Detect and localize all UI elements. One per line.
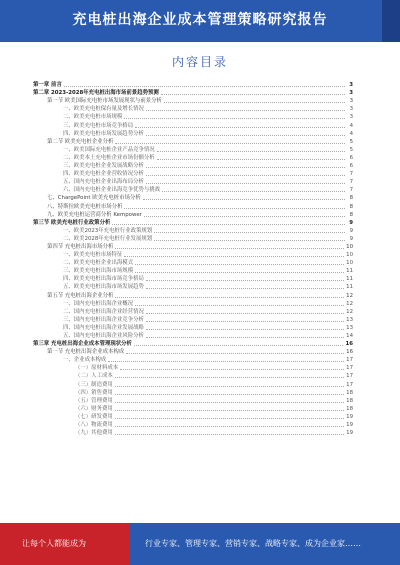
- toc-entry[interactable]: [33, 259, 353, 267]
- toc-entry-page: 11: [346, 284, 353, 291]
- toc-entry-page: 10: [346, 260, 353, 267]
- toc-entry-label: 四、国内充电桩出海企业发展战略: [63, 324, 144, 331]
- toc-entry-label: 六、国内充电桩企业出海竞争优势与挑战: [63, 187, 161, 194]
- toc-entry-label: （二）人工成本: [75, 373, 113, 380]
- toc-entry-label: 五、国内充电桩出海企业风险分析: [63, 333, 144, 339]
- toc-entry[interactable]: [33, 283, 353, 291]
- toc-entry-page: 6: [349, 154, 353, 161]
- toc-leader-dots: [146, 336, 344, 338]
- toc-entry-page: 7: [349, 179, 353, 186]
- toc-entry[interactable]: [33, 413, 353, 421]
- toc-entry-label: 第四节 充电桩出海市场分析: [47, 243, 114, 250]
- toc-entry-label: 九、欧美充电桩运营商分析 Kempower: [47, 211, 142, 218]
- toc-entry-page: 4: [349, 122, 353, 129]
- toc-leader-dots: [162, 190, 345, 192]
- toc-entry-label: 四、欧美充电桩市场发展趋势分析: [63, 130, 144, 137]
- toc-entry-page: 5: [349, 138, 353, 145]
- toc-entry[interactable]: [33, 275, 353, 283]
- toc-entry-page: 13: [346, 316, 353, 323]
- toc-leader-dots: [146, 287, 344, 289]
- toc-entry-label: （八）物流费用: [75, 422, 113, 429]
- toc-leader-dots: [115, 433, 344, 435]
- toc-leader-dots: [115, 296, 344, 298]
- table-of-contents: [33, 81, 353, 437]
- toc-entry-label: （九）其他费用: [75, 430, 113, 437]
- toc-leader-dots: [146, 134, 345, 136]
- toc-leader-dots: [124, 255, 344, 257]
- toc-entry-page: 11: [346, 276, 353, 283]
- toc-entry-label: 三、国内充电桩出海企业竞争分析: [63, 316, 144, 323]
- toc-entry[interactable]: [33, 324, 353, 332]
- toc-entry-label: 二、欧美充电桩企业出海模式: [63, 260, 134, 267]
- toc-entry-page: 12: [346, 300, 353, 307]
- toc-entry-page: 8: [349, 195, 353, 202]
- toc-leader-dots: [115, 142, 345, 144]
- toc-entry-page: 3: [349, 82, 353, 89]
- toc-entry-page: 5: [349, 146, 353, 153]
- toc-leader-dots: [112, 223, 345, 225]
- toc-entry[interactable]: [33, 89, 353, 97]
- toc-entry-label: 二、欧美2028年充电桩行业发展规划: [63, 235, 153, 242]
- toc-entry-page: 3: [349, 106, 353, 113]
- toc-entry[interactable]: [33, 81, 353, 89]
- toc-leader-dots: [115, 393, 344, 395]
- toc-entry-page: 6: [349, 163, 353, 170]
- toc-entry[interactable]: [33, 235, 353, 243]
- toc-entry[interactable]: [33, 227, 353, 235]
- toc-leader-dots: [115, 376, 344, 378]
- toc-entry-page: 18: [346, 405, 353, 412]
- toc-leader-dots: [115, 425, 344, 427]
- toc-leader-dots: [146, 320, 344, 322]
- footer-slogan: 让每个人都能成为: [22, 539, 86, 548]
- toc-entry[interactable]: [33, 251, 353, 259]
- toc-leader-dots: [146, 279, 344, 281]
- toc-entry[interactable]: [33, 372, 353, 380]
- toc-leader-dots: [108, 360, 344, 362]
- toc-entry-label: 七、ChargePoint 欧美充电桩市场分析: [47, 195, 141, 202]
- toc-entry-page: 7: [349, 187, 353, 194]
- toc-entry-label: 二、欧美本土充电桩企业市场份额分析: [63, 154, 155, 161]
- toc-entry-label: 五、国内充电桩企业出海布局分析: [63, 179, 144, 186]
- toc-leader-dots: [134, 344, 344, 346]
- toc-entry-page: 7: [349, 171, 353, 178]
- toc-leader-dots: [115, 247, 344, 249]
- toc-entry-page: 9: [349, 227, 353, 234]
- toc-entry-page: 8: [349, 211, 353, 218]
- toc-leader-dots: [146, 166, 345, 168]
- toc-entry[interactable]: [33, 429, 353, 437]
- toc-entry-label: 三、欧美充电桩出海市场规模: [63, 268, 134, 275]
- report-header: [0, 0, 400, 42]
- toc-entry-label: （三）制造费用: [75, 381, 113, 388]
- toc-leader-dots: [161, 93, 345, 95]
- toc-entry-label: 第二节 欧美充电桩企业分析: [47, 138, 114, 145]
- toc-entry-page: 9: [349, 219, 353, 226]
- toc-entry-label: 第一章 前言: [33, 82, 62, 89]
- toc-entry[interactable]: [33, 130, 353, 138]
- report-footer: [0, 523, 400, 565]
- toc-entry[interactable]: [33, 380, 353, 388]
- toc-leader-dots: [144, 215, 345, 217]
- toc-entry-page: 19: [346, 413, 353, 420]
- toc-entry-label: 三、欧美充电桩企业发展战略分析: [63, 163, 144, 170]
- toc-entry[interactable]: [33, 300, 353, 308]
- toc-entry-label: 四、欧美充电桩企业营收情况分析: [63, 171, 144, 178]
- toc-leader-dots: [146, 174, 345, 176]
- toc-entry-label: 第一节 充电桩出海企业成本构成: [47, 349, 125, 356]
- toc-entry-label: （五）管理费用: [75, 397, 113, 404]
- toc-entry-label: 五、欧美充电桩出海市场发展趋势: [63, 284, 144, 291]
- toc-entry-label: 二、国内充电桩出海企业经营情况: [63, 308, 144, 315]
- toc-leader-dots: [120, 368, 344, 370]
- toc-entry-label: 一、国内充电桩出海企业概况: [63, 300, 134, 307]
- toc-leader-dots: [146, 312, 344, 314]
- toc-leader-dots: [115, 417, 344, 419]
- toc-entry-page: 3: [349, 98, 353, 105]
- toc-leader-dots: [143, 198, 345, 200]
- toc-entry-page: 8: [349, 203, 353, 210]
- toc-entry-page: 17: [346, 373, 353, 380]
- toc-leader-dots: [135, 263, 344, 265]
- toc-leader-dots: [115, 401, 344, 403]
- toc-entry[interactable]: [33, 316, 353, 324]
- toc-entry[interactable]: [33, 364, 353, 372]
- toc-entry-page: 13: [346, 324, 353, 331]
- toc-entry-page: 19: [346, 422, 353, 429]
- toc-leader-dots: [154, 231, 345, 233]
- toc-leader-dots: [154, 239, 345, 241]
- toc-entry[interactable]: [33, 291, 353, 299]
- header-edge-stripe: [382, 0, 400, 42]
- toc-entry[interactable]: [33, 186, 353, 194]
- toc-heading: 内容目录: [171, 55, 228, 69]
- toc-entry[interactable]: [33, 348, 353, 356]
- toc-entry[interactable]: [33, 397, 353, 405]
- toc-leader-dots: [64, 85, 345, 87]
- toc-entry-label: 第二章 2023-2028年充电桩出海市场前景趋势预测: [33, 90, 159, 97]
- toc-leader-dots: [146, 109, 345, 111]
- toc-leader-dots: [146, 328, 344, 330]
- toc-entry-label: 第三节 欧美充电桩行业政策分析: [33, 219, 111, 226]
- toc-leader-dots: [124, 207, 345, 209]
- toc-entry-label: 第一节 欧美国际充电桩市场发展现状与前景分析: [47, 98, 162, 105]
- toc-entry-label: 一、欧美充电桩保有量及增长情况: [63, 106, 144, 113]
- toc-entry-page: 9: [349, 235, 353, 242]
- toc-entry-page: 19: [346, 430, 353, 437]
- toc-entry[interactable]: [33, 267, 353, 275]
- toc-entry-page: 10: [346, 252, 353, 259]
- toc-entry[interactable]: [33, 389, 353, 397]
- toc-entry-label: 一、欧美国际充电桩企业产品竞争情况: [63, 146, 155, 153]
- toc-entry[interactable]: [33, 121, 353, 129]
- toc-entry-label: 一、企业成本构成: [63, 357, 107, 364]
- toc-entry-page: 10: [346, 243, 353, 250]
- toc-leader-dots: [135, 126, 345, 128]
- toc-leader-dots: [115, 409, 344, 411]
- toc-leader-dots: [124, 117, 345, 119]
- toc-entry[interactable]: [33, 154, 353, 162]
- toc-entry[interactable]: [33, 194, 353, 202]
- toc-entry[interactable]: [33, 340, 353, 348]
- toc-entry-label: 四、欧美充电桩出海市场竞争格局: [63, 276, 144, 283]
- footer-roles: 行业专家、管理专家、营销专家、战略专家、成为企业家……: [145, 539, 361, 548]
- toc-entry[interactable]: [33, 332, 353, 340]
- toc-entry-label: 二、欧美充电桩市场规模: [63, 114, 123, 121]
- toc-entry[interactable]: [33, 211, 353, 219]
- toc-entry[interactable]: [33, 178, 353, 186]
- toc-entry[interactable]: [33, 243, 353, 251]
- toc-entry-page: 16: [345, 341, 353, 348]
- toc-entry[interactable]: [33, 170, 353, 178]
- toc-entry-page: 3: [349, 114, 353, 121]
- toc-entry-page: 11: [346, 268, 353, 275]
- toc-entry-page: 4: [349, 130, 353, 137]
- toc-entry-label: 八、特斯拉欧美充电桩市场分析: [47, 203, 123, 210]
- toc-entry-label: 第五节 充电桩出海企业分析: [47, 292, 114, 299]
- toc-entry-label: 三、欧美充电桩市场竞争格局: [63, 122, 134, 129]
- toc-entry[interactable]: [33, 138, 353, 146]
- toc-entry-page: 17: [346, 357, 353, 364]
- toc-entry-page: 12: [346, 292, 353, 299]
- toc-leader-dots: [126, 352, 344, 354]
- toc-leader-dots: [157, 158, 345, 160]
- toc-leader-dots: [115, 385, 344, 387]
- toc-entry-label: （六）财务费用: [75, 405, 113, 412]
- toc-leader-dots: [164, 101, 345, 103]
- toc-entry-page: 12: [346, 308, 353, 315]
- toc-entry[interactable]: [33, 421, 353, 429]
- toc-entry[interactable]: [33, 146, 353, 154]
- toc-leader-dots: [157, 150, 345, 152]
- toc-entry-label: （一）原材料成本: [75, 365, 119, 372]
- toc-entry[interactable]: [33, 105, 353, 113]
- toc-entry-label: （七）研发费用: [75, 413, 113, 420]
- toc-entry-page: 3: [349, 90, 353, 97]
- toc-entry-page: 14: [346, 333, 353, 339]
- toc-entry-page: 17: [346, 365, 353, 372]
- toc-entry[interactable]: [33, 202, 353, 210]
- toc-entry[interactable]: [33, 219, 353, 227]
- toc-entry-page: 18: [346, 389, 353, 396]
- toc-entry-page: 18: [346, 397, 353, 404]
- toc-entry-page: 16: [346, 349, 353, 356]
- toc-entry-label: 一、欧美充电桩市场特征: [63, 252, 123, 259]
- toc-entry-page: 17: [346, 381, 353, 388]
- toc-entry-label: （四）销售费用: [75, 389, 113, 396]
- report-title: 充电桩出海企业成本管理策略研究报告: [72, 12, 328, 28]
- toc-entry[interactable]: [33, 97, 353, 105]
- toc-entry[interactable]: [33, 308, 353, 316]
- toc-entry-label: 第三章 充电桩出海企业成本管理现状分析: [33, 341, 132, 348]
- toc-entry[interactable]: [33, 113, 353, 121]
- toc-entry[interactable]: [33, 356, 353, 364]
- toc-entry[interactable]: [33, 162, 353, 170]
- toc-entry[interactable]: [33, 405, 353, 413]
- toc-leader-dots: [135, 271, 344, 273]
- toc-leader-dots: [146, 182, 345, 184]
- toc-leader-dots: [135, 304, 344, 306]
- toc-entry-label: 一、欧美2023年充电桩行业政策规划: [63, 227, 153, 234]
